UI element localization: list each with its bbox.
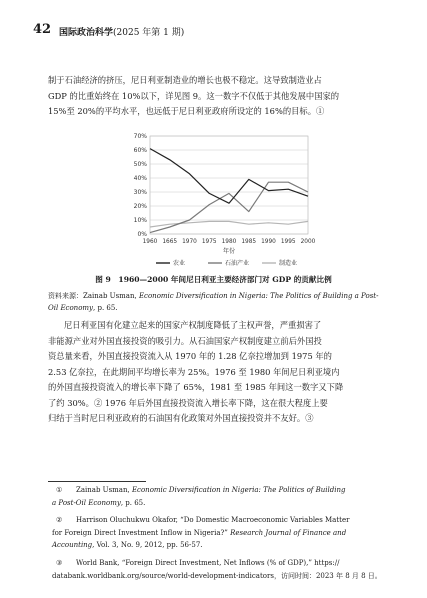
- source-prefix: 资料来源：Zainab Usman,: [48, 292, 139, 300]
- footnote-divider: [48, 481, 146, 482]
- y-tick-label: 20%: [133, 203, 147, 211]
- source-title: Economic Diversification in Nigeria: The Politics of Building a Post-Oil Economy: [48, 292, 379, 312]
- y-tick-label: 10%: [133, 217, 147, 225]
- fn-title: Accounting: [52, 541, 93, 549]
- text-line: 的外国直接投资流入的增长率下降了 65%，1981 至 1985 年间这一数字又下降: [48, 382, 344, 392]
- sector-share-chart: [128, 130, 318, 270]
- y-tick-label: 30%: [133, 189, 147, 197]
- body-paragraph: [48, 318, 388, 427]
- x-tick-label: 1970: [182, 239, 197, 245]
- x-tick-label: 1960: [142, 239, 158, 245]
- footnote-marker: ①: [56, 486, 63, 494]
- text-line: 了约 30%。② 1976 年后外国直接投资流入增长率下降，这在很大程度上要: [48, 397, 328, 408]
- x-tick-label: 1980: [221, 239, 237, 245]
- text-line: 归结于当时尼日利亚政府的石油国有化政策对外国直接投资并不友好。③: [48, 413, 314, 423]
- fn-text: , p. 65.: [120, 498, 146, 507]
- fn-title: a Post-Oil Economy: [52, 498, 121, 507]
- footnote-1: [52, 484, 392, 509]
- legend-label: 石油产业: [225, 260, 250, 268]
- fn-text: , Vol. 3, No. 9, 2012, pp. 56-57.: [92, 541, 203, 549]
- intro-paragraph: [48, 73, 388, 120]
- x-tick-label: 1985: [241, 239, 257, 245]
- fn-text: Zainab Usman,: [76, 486, 132, 494]
- legend-label: 制造业: [279, 260, 298, 268]
- text-line: 非能源产业对外国直接投资的吸引力。从石油国家产权制度建立前后外国投: [48, 335, 322, 346]
- series-line: [150, 149, 308, 204]
- text-line: 2.53 亿奈拉，在此期间平均增长率为 25%。1976 至 1980 年间尼日利亚境内: [48, 366, 340, 377]
- fn-title: Research Journal of Finance and: [230, 528, 347, 537]
- journal-header: [59, 25, 184, 38]
- text-line: 15%至 20%的平均水平，也远低于尼日利亚政府所设定的 16%的目标。①: [48, 106, 325, 116]
- y-tick-label: 0%: [137, 231, 147, 239]
- y-tick-label: 50%: [133, 161, 147, 169]
- text-line: 制于石油经济的挤压，尼日利亚制造业的增长也极不稳定。这导致制造业占: [48, 75, 322, 85]
- y-tick-label: 60%: [133, 147, 147, 155]
- text-line: GDP 的比重始终在 10%以下，详见图 9。这一数字不仅低于其他发展中国家的: [48, 90, 340, 101]
- footnote-marker: ③: [56, 559, 63, 567]
- fn-text: Harrison Oluchukwu Okafor, “Do Domestic Macroeconomic Variables Matter: [76, 516, 350, 524]
- x-tick-label: 1995: [280, 239, 296, 245]
- fn-title: Economic Diversification in Nigeria: The Politics of Building: [131, 486, 346, 494]
- x-tick-label: 2000: [300, 239, 316, 245]
- text-line: 尼日利亚国有化建立起来的国家产权制度降低了主权声誉，严重损害了: [64, 320, 322, 330]
- x-axis-label: 年份: [222, 248, 236, 255]
- footnote-3: [52, 557, 392, 582]
- text-line: 资总量来看，外国直接投资流入从 1970 年的 1.28 亿奈拉增加到 1975 年的: [48, 351, 332, 361]
- journal-issue: (2025 年第 1 期): [113, 28, 185, 38]
- figure-caption: 图 9 1960—2000 年间尼日利亚主要经济部门对 GDP 的贡献比例: [95, 275, 332, 284]
- legend-label: 农业: [173, 260, 186, 268]
- source-suffix: , p. 65.: [93, 304, 118, 312]
- footnote-2: [52, 514, 392, 552]
- x-tick-label: 1665: [162, 239, 178, 245]
- journal-name: 国际政治科学: [59, 28, 114, 38]
- plot-frame: [150, 136, 308, 234]
- fn-text: World Bank, “Foreign Direct Investment, Net Inflows (% of GDP),” https://: [76, 559, 340, 567]
- footnote-marker: ②: [56, 516, 63, 524]
- y-tick-label: 40%: [133, 175, 147, 183]
- fn-text: for Foreign Direct Investment Inflow in Nigeria?”: [52, 528, 231, 537]
- figure-source: [48, 290, 388, 314]
- x-tick-label: 1990: [261, 239, 276, 245]
- page-number: 42: [33, 22, 52, 37]
- y-tick-label: 70%: [133, 133, 147, 141]
- fn-text: databank.worldbank.org/source/world-development-indicators，访问时间：2023 年 8 月 8 日。: [52, 571, 382, 580]
- x-tick-label: 1975: [201, 239, 217, 245]
